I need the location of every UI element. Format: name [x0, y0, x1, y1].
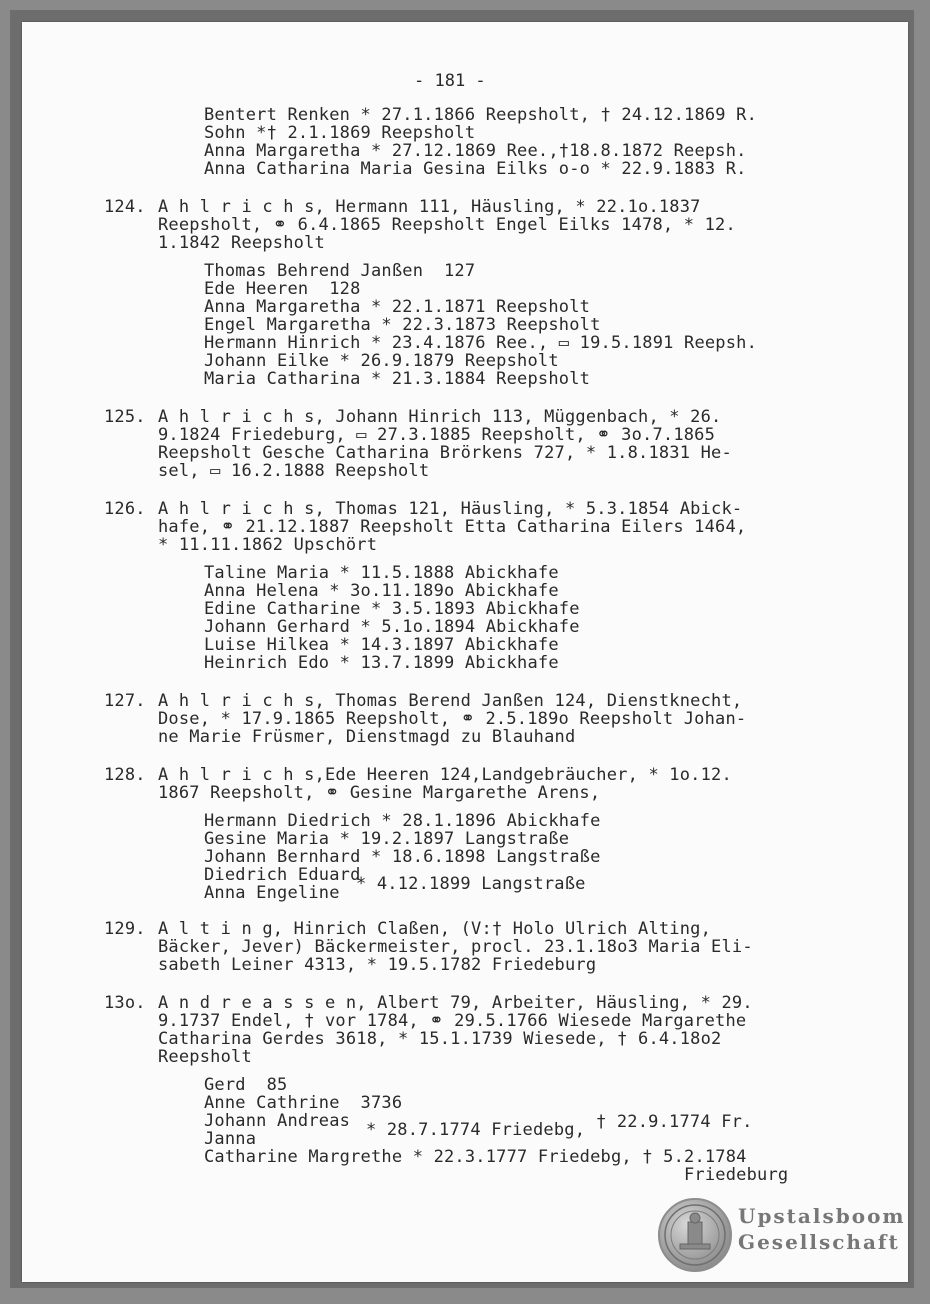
child-line: Heinrich Edo * 13.7.1899 Abickhafe — [204, 653, 559, 673]
entry-line: 9.1824 Friedeburg, ▭ 27.3.1885 Reepsholt, ⚭ 3o.7.1865 — [158, 425, 716, 445]
entry-line: A h l r i c h s,Ede Heeren 124,Landgebräucher, * 1o.12. — [158, 765, 732, 785]
child-line: Gerd 85 — [204, 1075, 288, 1095]
child-line: Ede Heeren 128 — [204, 279, 361, 299]
child-line: Hermann Diedrich * 28.1.1896 Abickhafe — [204, 811, 601, 831]
entry-number: 124. — [104, 197, 146, 217]
twins-death: † 22.9.1774 Fr. — [596, 1112, 753, 1132]
organization-name: Gesellschaft — [738, 1230, 900, 1254]
child-line: Taline Maria * 11.5.1888 Abickhafe — [204, 563, 559, 583]
preceding-line: Anna Catharina Maria Gesina Eilks o-o * 22.9.1883 R. — [204, 159, 747, 179]
entry-number: 13o. — [104, 993, 146, 1013]
society-seal-icon — [658, 1198, 732, 1272]
entry-line: sabeth Leiner 4313, * 19.5.1782 Friedeburg — [158, 955, 597, 975]
entry-line: sel, ▭ 16.2.1888 Reepsholt — [158, 461, 430, 481]
entry-line: Catharina Gerdes 3618, * 15.1.1739 Wiesede, † 6.4.18o2 — [158, 1029, 722, 1049]
entry-line: ne Marie Früsmer, Dienstmagd zu Blauhand — [158, 727, 576, 747]
child-line: Janna — [204, 1129, 257, 1149]
entry-line: A n d r e a s s e n, Albert 79, Arbeiter, Häusling, * 29. — [158, 993, 753, 1013]
entry-line: 9.1737 Endel, † vor 1784, ⚭ 29.5.1766 Wiesede Margarethe — [158, 1011, 747, 1031]
entry-number: 127. — [104, 691, 146, 711]
entry-line: A l t i n g, Hinrich Claßen, (V:† Holo Ulrich Alting, — [158, 919, 712, 939]
entry-line: 1867 Reepsholt, ⚭ Gesine Margarethe Arens, — [158, 783, 601, 803]
child-line: Hermann Hinrich * 23.4.1876 Ree., ▭ 19.5.1891 Reepsh. — [204, 333, 758, 353]
entry-number: 126. — [104, 499, 146, 519]
child-line: Anna Margaretha * 22.1.1871 Reepsholt — [204, 297, 591, 317]
child-line: Johann Gerhard * 5.1o.1894 Abickhafe — [204, 617, 580, 637]
child-line: Anne Cathrine 3736 — [204, 1093, 403, 1113]
child-line: Johann Andreas — [204, 1111, 351, 1131]
entry-line: hafe, ⚭ 21.12.1887 Reepsholt Etta Catharina Eilers 1464, — [158, 517, 747, 537]
entry-line: Bäcker, Jever) Bäckermeister, procl. 23.1.18o3 Maria Eli- — [158, 937, 753, 957]
child-line: Engel Margaretha * 22.3.1873 Reepsholt — [204, 315, 601, 335]
child-line: Johann Eilke * 26.9.1879 Reepsholt — [204, 351, 559, 371]
entry-line: 1.1842 Reepsholt — [158, 233, 325, 253]
child-line: Thomas Behrend Janßen 127 — [204, 261, 476, 281]
child-line: Edine Catharine * 3.5.1893 Abickhafe — [204, 599, 580, 619]
entry-line: Dose, * 17.9.1865 Reepsholt, ⚭ 2.5.189o Reepsholt Johan- — [158, 709, 747, 729]
preceding-line: Anna Margaretha * 27.12.1869 Ree.,†18.8.1872 Reepsh. — [204, 141, 747, 161]
child-line: Anna Helena * 3o.11.189o Abickhafe — [204, 581, 559, 601]
organization-name: Upstalsboom — [738, 1204, 906, 1228]
entry-line: A h l r i c h s, Hermann 111, Häusling, * 22.1o.1837 — [158, 197, 701, 217]
child-line: Diedrich Eduard — [204, 865, 361, 885]
page-number: - 181 - — [414, 71, 486, 91]
entry-number: 125. — [104, 407, 146, 427]
child-line: Friedeburg — [684, 1165, 789, 1185]
entry-number: 129. — [104, 919, 146, 939]
preceding-line: Sohn *† 2.1.1869 Reepsholt — [204, 123, 476, 143]
entry-line: Reepsholt Gesche Catharina Brörkens 727, * 1.8.1831 He- — [158, 443, 732, 463]
entry-line: Reepsholt, ⚭ 6.4.1865 Reepsholt Engel Eilks 1478, * 12. — [158, 215, 736, 235]
preceding-line: Bentert Renken * 27.1.1866 Reepsholt, † 24.12.1869 R. — [204, 105, 758, 125]
child-line: Anna Engeline — [204, 883, 340, 903]
entry-line: A h l r i c h s, Thomas 121, Häusling, * 5.3.1854 Abick- — [158, 499, 743, 519]
entry-line: * 11.11.1862 Upschört — [158, 535, 378, 555]
entry-number: 128. — [104, 765, 146, 785]
child-line: Maria Catharina * 21.3.1884 Reepsholt — [204, 369, 591, 389]
child-line: Luise Hilkea * 14.3.1897 Abickhafe — [204, 635, 559, 655]
entry-line: A h l r i c h s, Thomas Berend Janßen 124, Dienstknecht, — [158, 691, 743, 711]
twins-date: * 4.12.1899 Langstraße — [356, 874, 586, 894]
entry-line: Reepsholt — [158, 1047, 252, 1067]
child-line: Johann Bernhard * 18.6.1898 Langstraße — [204, 847, 601, 867]
entry-line: A h l r i c h s, Johann Hinrich 113, Müggenbach, * 26. — [158, 407, 722, 427]
twins-date: * 28.7.1774 Friedebg, — [366, 1120, 586, 1140]
child-line: Catharine Margrethe * 22.3.1777 Friedebg, † 5.2.1784 — [204, 1147, 747, 1167]
document-page — [22, 22, 908, 1282]
child-line: Gesine Maria * 19.2.1897 Langstraße — [204, 829, 570, 849]
